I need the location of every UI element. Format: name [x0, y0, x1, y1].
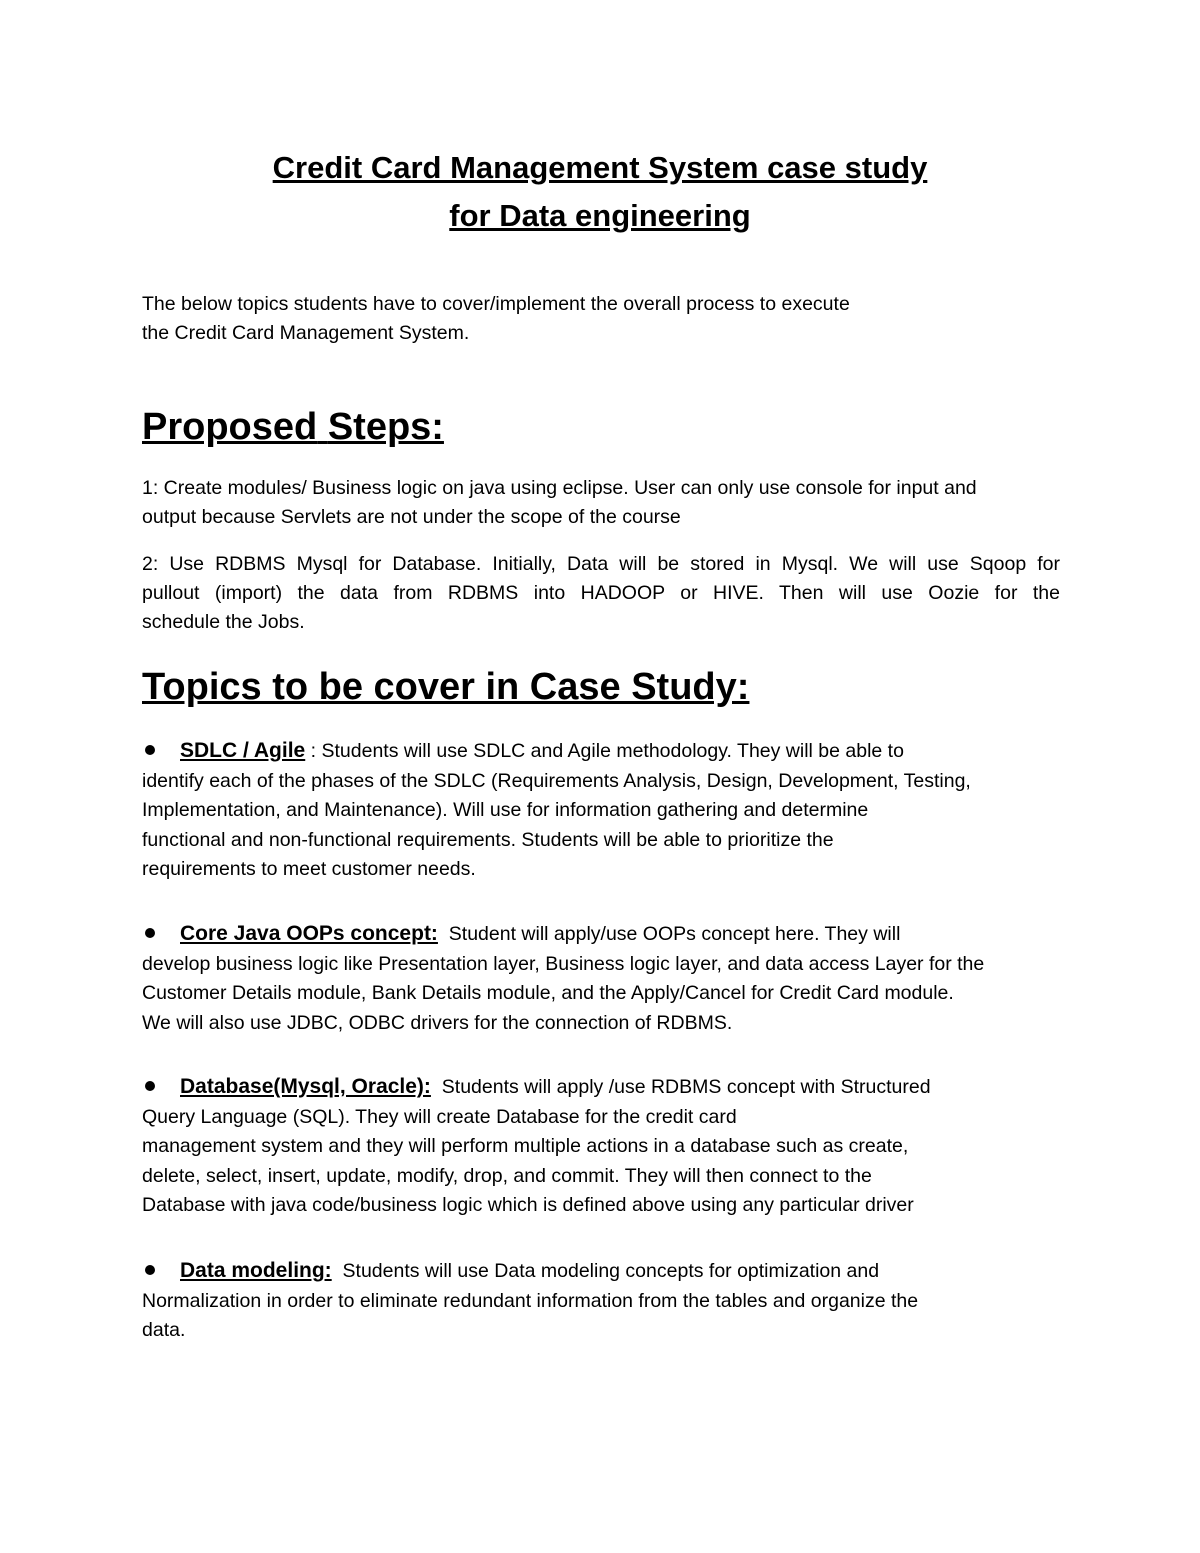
step-line: output because Servlets are not under the scope of the course	[142, 506, 681, 528]
intro-line: the Credit Card Management System.	[142, 322, 470, 344]
bullet-icon	[145, 928, 155, 938]
step-line: 1: Create modules/ Business logic on java using eclipse. User can only use console for input and	[142, 477, 977, 499]
topic-line: Student will apply/use OOPs concept here. They will	[448, 923, 901, 945]
step-line: 2: Use RDBMS Mysql for Database. Initially, Data will be stored in Mysql. We will use Sqoop for	[142, 553, 1060, 575]
step-line: pullout (import) the data from RDBMS into HADOOP or HIVE. Then will use Oozie for the	[142, 582, 1060, 604]
topic-separator	[431, 1076, 442, 1098]
topic-line: data.	[142, 1319, 186, 1341]
topic-line: delete, select, insert, update, modify, drop, and commit. They will then connect to the	[142, 1164, 872, 1187]
document-title-line-2: for Data engineering	[449, 198, 751, 233]
topic-line: Students will apply /use RDBMS concept with Structured	[441, 1076, 931, 1098]
topic-line: Implementation, and Maintenance). Will use for information gathering and determine	[142, 799, 869, 821]
proposed-steps-heading	[142, 402, 444, 452]
topic-item-database	[142, 1072, 1067, 1221]
bullet-icon	[145, 1265, 155, 1275]
heading-word: Proposed	[142, 406, 318, 448]
intro-line: The below topics students have to cover/implement the overall process to execute	[142, 293, 850, 315]
intro-paragraph	[142, 290, 1062, 348]
topic-line: We will also use JDBC, ODBC drivers for the connection of RDBMS.	[142, 1011, 733, 1034]
topic-line: identify each of the phases of the SDLC (Requirements Analysis, Design, Development, Testing,	[142, 769, 971, 792]
topic-label: Core Java OOPs concept:	[180, 922, 438, 945]
topic-line: develop business logic like Presentation layer, Business logic layer, and data access Layer for the	[142, 952, 985, 975]
topic-line: management system and they will perform multiple actions in a database such as create,	[142, 1135, 909, 1157]
topic-separator	[332, 1260, 343, 1282]
topic-label: SDLC / Agile	[180, 739, 306, 762]
topic-line: Normalization in order to eliminate redundant information from the tables and organize the	[142, 1289, 919, 1312]
topic-item-core-java	[142, 919, 1067, 1038]
topic-label: Database(Mysql, Oracle):	[180, 1075, 431, 1098]
heading-word: Steps:	[327, 406, 444, 448]
topic-line: Customer Details module, Bank Details module, and the Apply/Cancel for Credit Card module.	[142, 982, 954, 1004]
bullet-icon	[145, 1081, 155, 1091]
topic-label: Data modeling:	[180, 1259, 332, 1282]
topic-line: Query Language (SQL). They will create Database for the credit card	[142, 1105, 737, 1128]
topic-item-data-modeling	[142, 1256, 1067, 1346]
topic-line: Students will use SDLC and Agile methodology. They will be able to	[321, 740, 904, 762]
topic-separator	[438, 923, 449, 945]
topic-line: Students will use Data modeling concepts for optimization and	[342, 1260, 880, 1282]
step-2-paragraph	[142, 550, 1060, 637]
topic-item-sdlc	[142, 736, 1067, 885]
topics-heading: Topics to be cover in Case Study:	[142, 666, 750, 708]
document-title-line-1: Credit Card Management System case study	[272, 150, 928, 185]
topic-line: Database with java code/business logic which is defined above using any particular driver	[142, 1194, 914, 1216]
topic-line: functional and non-functional requirements. Students will be able to prioritize the	[142, 828, 834, 851]
step-1-paragraph	[142, 474, 1060, 532]
topic-separator: :	[305, 740, 322, 762]
bullet-icon	[145, 745, 155, 755]
step-line: schedule the Jobs.	[142, 611, 305, 633]
topic-line: requirements to meet customer needs.	[142, 858, 476, 880]
